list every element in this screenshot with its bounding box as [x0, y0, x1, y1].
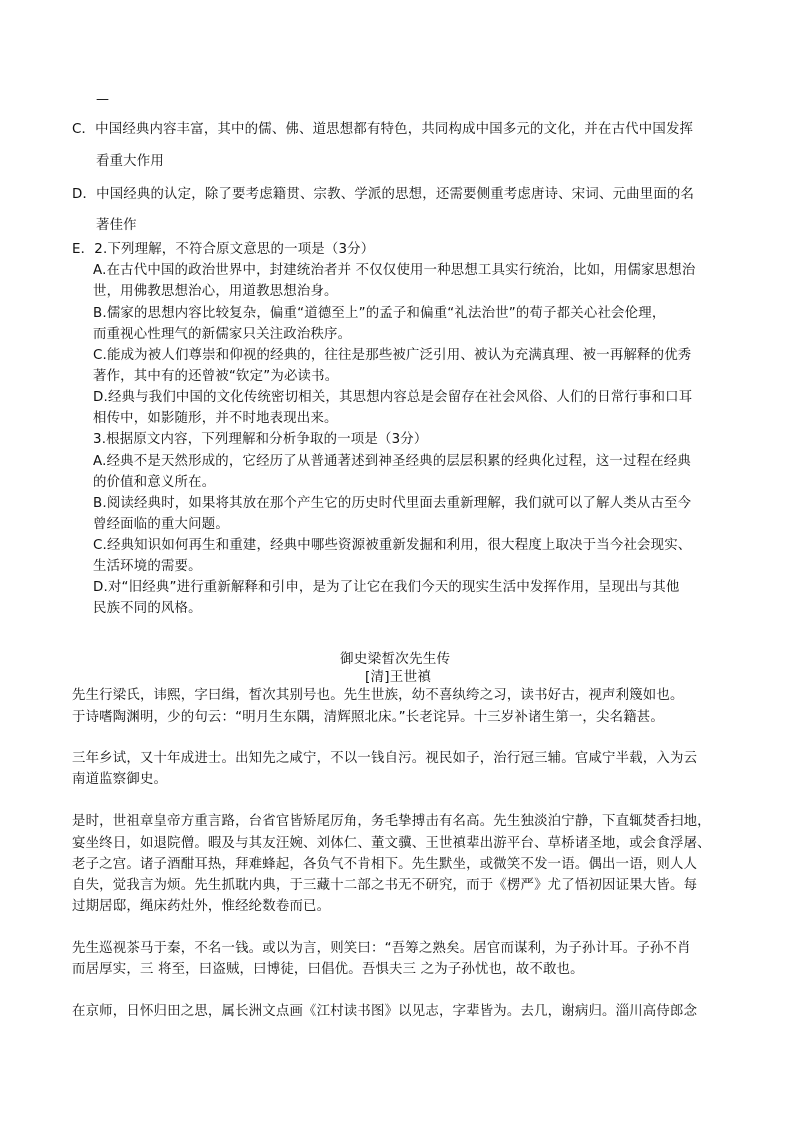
essay-paragraph-4-line-2: 而居厚实，三 将至，曰盗贼，曰博徒，曰倡优。吾惧夫三 之为子孙忧也，故不敢也。	[72, 962, 584, 977]
question-2-choice-a-line-2: 世，用佛教思想治心，用道教思想治身。	[93, 284, 338, 299]
question-2-choice-c-line-2: 著作，其中有的还曾被“钦定”为必读书。	[93, 369, 339, 384]
top-mark: —	[96, 92, 110, 107]
essay-paragraph-1-line-2: 于诗嗜陶渊明，少的句云：“明月生东隅，清辉照北床。”长老诧异。十三岁补诸生第一，尖名籍甚。	[72, 710, 664, 725]
essay-paragraph-3-line-3: 老子之宫。诸子酒酣耳热，拜难蜂起，各负气不肯相下。先生默坐，或微笑不发一语。偶出一语，则人人	[72, 857, 698, 872]
question-2-choice-d-line-2: 相传中，如影随形，并不时地表现出来。	[93, 411, 338, 426]
question-3-header: 3.根据原文内容，下列理解和分析争取的一项是（3分）	[93, 432, 428, 447]
essay-paragraph-1-line-1: 先生行梁氏，讳熙，字曰缉，皙次其别号也。先生世族，幼不喜纨绔之习，读书好古，视声利篾如也。	[72, 688, 684, 703]
essay-paragraph-2-line-2: 南道监察御史。	[72, 772, 168, 787]
question-3-choice-d-line-2: 民族不同的风格。	[93, 601, 202, 616]
question-2-header: E．2.下列理解，不符合原文意思的一项是（3分）	[72, 242, 375, 257]
essay-author: [清]王世禛	[365, 669, 432, 685]
question-3-choice-a-line-1: A.经典不是天然形成的，它经历了从普通著述到神圣经典的层层积累的经典化过程，这一过程在经典	[93, 454, 691, 469]
essay-paragraph-2-line-1: 三年乡试，又十年成进士。出知先之咸宁，不以一钱自污。视民如子，治行冠三辅。官咸宁半载，入为云	[72, 751, 698, 766]
essay-title: 御史梁皙次先生传	[340, 651, 451, 667]
option-c-line-1: C．中国经典内容丰富，其中的儒、佛、道思想都有特色，共同构成中国多元的文化，并在古代中国发挥	[72, 122, 694, 137]
question-3-choice-a-line-2: 的价值和意义所在。	[93, 475, 216, 490]
question-2-choice-b-line-1: B.儒家的思想内容比较复杂，偏重“道德至上”的孟子和偏重“礼法治世”的荀子都关心社会伦理，	[93, 306, 666, 321]
essay-paragraph-5-line-1: 在京师，日怀归田之思，属长洲文点画《江村读书图》以见志，字辈皆为。去几，谢病归。淄川高侍郎念	[72, 1004, 698, 1019]
option-d-line-2: 著佳作	[96, 218, 137, 233]
essay-paragraph-3-line-4: 自失，觉我言为烦。先生抓耽内典，于三藏十二部之书无不研究，而于《楞严》尤了悟初因证果大皆。每	[72, 878, 698, 893]
essay-paragraph-3-line-5: 过期居邸，绳床药灶外，惟经纶数卷而已。	[72, 899, 331, 914]
question-3-choice-d-line-1: D.对“旧经典”进行重新解释和引申，是为了让它在我们今天的现实生活中发挥作用，呈现出与其他	[93, 580, 680, 595]
option-d-line-1: D．中国经典的认定，除了要考虑籍贯、宗教、学派的思想，还需要侧重考虑唐诗、宋词、元曲里面的名	[72, 187, 695, 202]
question-2-choice-c-line-1: C.能成为被人们尊崇和仰视的经典的，往往是那些被广泛引用、被认为充满真理、被一再解释的优秀	[93, 348, 692, 363]
question-2-choice-a-line-1: A.在古代中国的政治世界中，封建统治者并 不仅仅使用一种思想工具实行统治，比如，用儒家思想治	[93, 263, 696, 278]
question-3-choice-b-line-2: 曾经面临的重大问题。	[93, 517, 229, 532]
question-2-choice-b-line-2: 而重视心性理气的新儒家只关注政治秩序。	[93, 327, 352, 342]
question-3-choice-b-line-1: B.阅读经典时，如果将其放在那个产生它的历史时代里面去重新理解，我们就可以了解人类从古至今	[93, 496, 692, 511]
essay-paragraph-4-line-1: 先生巡视茶马于秦，不名一钱。或以为言，则笑曰：“吾筹之熟矣。居官而谋利，为子孙计耳。子孙不肖	[72, 941, 691, 956]
essay-paragraph-3-line-2: 宴坐终日，如退院僧。暇及与其友汪婉、刘体仁、董文骥、王世禛辈出游平台、草桥诸圣地，或会食浮屠、	[72, 836, 711, 851]
question-3-choice-c-line-1: C.经典知识如何再生和重建，经典中哪些资源被重新发掘和利用，很大程度上取决于当今社会现实、	[93, 538, 692, 553]
question-2-choice-d-line-1: D.经典与我们中国的文化传统密切相关，其思想内容总是会留存在社会风俗、人们的日常行事和口耳	[93, 390, 693, 405]
essay-paragraph-3-line-1: 是时，世祖章皇帝方重言路，台省官皆矫尾厉角，务毛挚搏击有名高。先生独淡泊宁静，下直辄焚香扫地，	[72, 814, 711, 829]
question-3-choice-c-line-2: 生活环境的需要。	[93, 559, 202, 574]
option-c-line-2: 看重大作用	[96, 154, 164, 169]
